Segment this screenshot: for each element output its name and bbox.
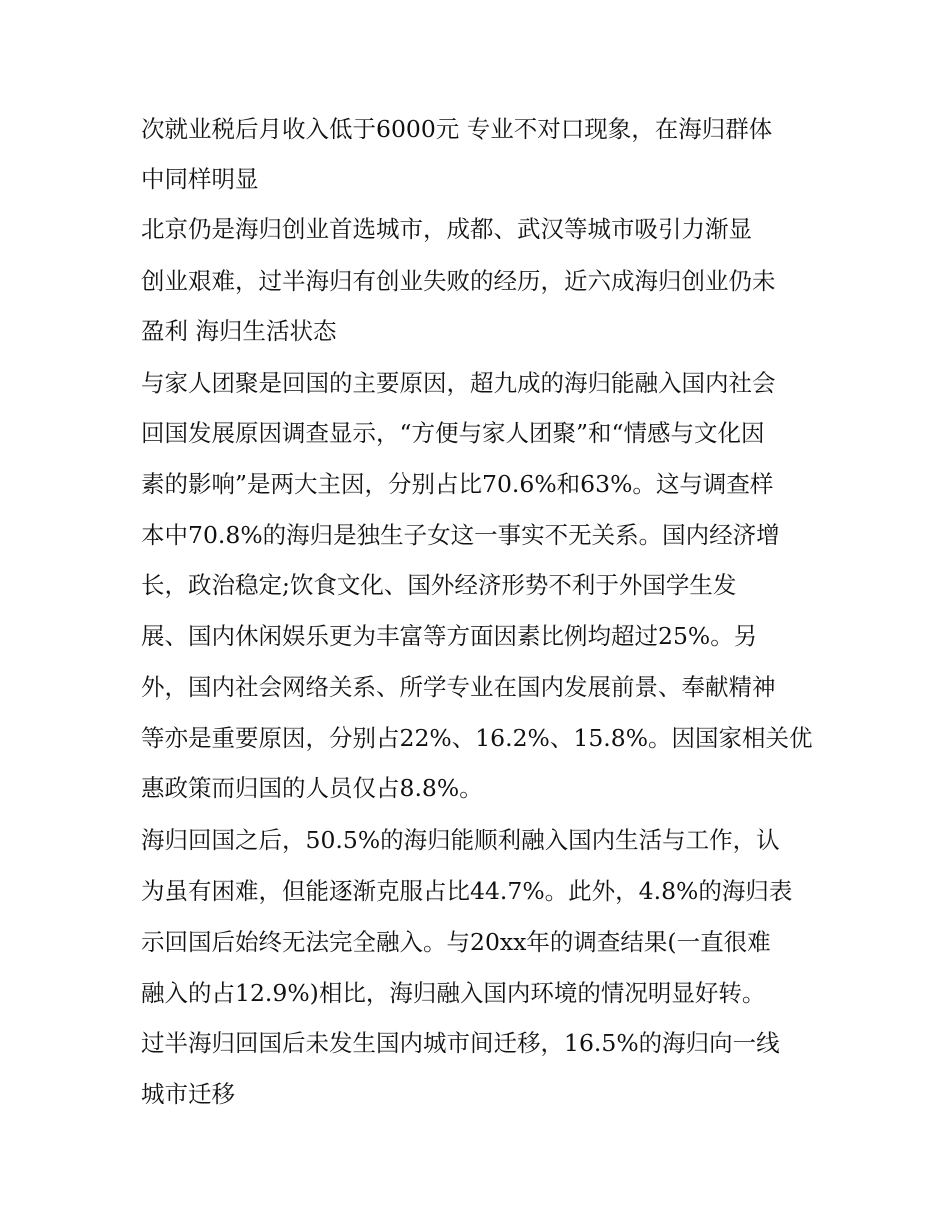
text-line: 创业艰难，过半海归有创业失败的经历，近六成海归创业仍未 <box>141 267 776 295</box>
text-line: 等亦是重要原因，分别占22%、16.2%、15.8%。因国家相关优 <box>141 724 813 752</box>
text-line: 回国发展原因调查显示，“方便与家人团聚”和“情感与文化因 <box>141 419 765 447</box>
text-line: 融入的占12.9%)相比，海归融入国内环境的情况明显好转。 <box>141 979 766 1007</box>
text-line: 北京仍是海归创业首选城市，成都、武汉等城市吸引力渐显 <box>141 215 752 243</box>
text-line: 展、国内休闲娱乐更为丰富等方面因素比例均超过25%。另 <box>141 622 758 650</box>
text-line: 示回国后始终无法完全融入。与20xx年的调查结果(一直很难 <box>141 928 771 956</box>
text-line: 为虽有困难，但能逐渐克服占比44.7%。此外，4.8%的海归表 <box>141 877 793 905</box>
text-line: 素的影响”是两大主因，分别占比70.6%和63%。这与调查样 <box>141 470 774 498</box>
text-line: 惠政策而归国的人员仅占8.8%。 <box>141 774 483 802</box>
text-line: 长，政治稳定;饮食文化、国外经济形势不利于外国学生发 <box>141 571 737 599</box>
text-line: 本中70.8%的海归是独生子女这一事实不无关系。国内经济增 <box>141 521 780 549</box>
text-line: 外，国内社会网络关系、所学专业在国内发展前景、奉献精神 <box>141 673 776 701</box>
text-line: 过半海归回国后未发生国内城市间迁移，16.5%的海归向一线 <box>141 1029 780 1057</box>
text-line: 盈利 海归生活状态 <box>141 317 337 345</box>
text-line: 城市迁移 <box>141 1080 235 1108</box>
text-line: 与家人团聚是回国的主要原因，超九成的海归能融入国内社会 <box>141 369 776 397</box>
text-line: 中同样明显 <box>141 165 259 193</box>
text-line: 次就业税后月收入低于6000元 专业不对口现象，在海归群体 <box>141 115 773 143</box>
text-line: 海归回国之后，50.5%的海归能顺利融入国内生活与工作，认 <box>141 826 780 854</box>
